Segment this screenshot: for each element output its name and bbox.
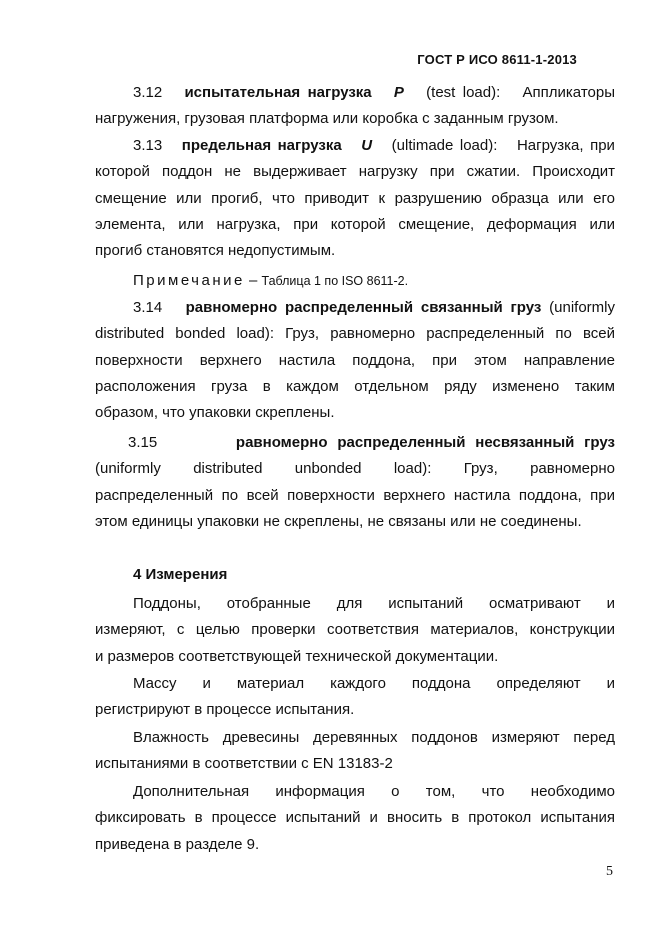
definition-3-12 [95,80,615,133]
term-english: (uniformly [549,299,615,316]
definition-line: (uniformly distributed unbonded load): Груз, равномерно [95,460,615,478]
page-number: 5 [606,864,613,879]
definition-3-14 [95,295,615,426]
definition-line: образом, что упаковки скреплены. [95,404,335,422]
definition-line [95,80,615,106]
term-symbol: P [393,84,404,101]
definition-line: элемента, или нагрузка, при которой смещение, деформация или [95,215,615,233]
definition-line [95,295,615,321]
definition-3-15 [95,430,615,535]
definition-line: distributed bonded load): Груз, равномерно распределенный по всей [95,325,615,343]
paragraph-line: испытаниями в соответствии с EN 13183-2 [95,755,393,773]
clause-number: 3.14 [133,299,163,316]
term: равномерно распределенный несвязанный груз [235,434,615,451]
section-4-paragraph-3 [95,725,615,778]
paragraph-line: Влажность древесины деревянных поддонов измеряют перед [133,729,615,746]
paragraph-line: и размеров соответствующей технической документации. [95,647,499,665]
definition-text: Нагрузка, при [516,137,615,154]
section-4-paragraph-4 [95,779,615,858]
paragraph-line: фиксировать в процессе испытаний и вносить в протокол испытания [95,809,615,827]
definition-3-13 [95,133,615,264]
section-4-paragraph-1 [95,591,615,670]
definition-line: которой поддон не выдерживает нагрузку при сжатии. Происходит [95,163,615,181]
paragraph-line: измеряют, с целью проверки соответствия материалов, конструкции [95,621,615,639]
definition-line: распределенный по всей поверхности верхнего настила поддона, при [95,486,615,504]
clause-number: 3.15 [128,434,158,451]
definition-line: поверхности верхнего настила поддона, при этом направление [95,351,615,369]
definition-text: Аппликаторы [522,84,615,101]
document-header: ГОСТ Р ИСО 8611-1-2013 [417,52,577,67]
note [95,268,615,294]
note-line [95,268,615,294]
term-symbol: U [361,137,373,154]
definition-line: нагружения, грузовая платформа или коробка с заданным грузом. [95,110,559,128]
term-english: (test load): [426,84,501,101]
section-title: 4 Измерения [133,566,228,583]
definition-line: расположения груза в каждом отдельном ряду изменено таким [95,377,615,395]
clause-number: 3.13 [133,137,163,154]
definition-line: прогиб становятся недопустимым. [95,242,336,260]
term: предельная нагрузка [181,137,342,154]
paragraph-line: регистрируют в процессе испытания. [95,701,355,719]
section-4-paragraph-2 [95,671,615,724]
paragraph-line: Дополнительная информация о том, что необходимо [133,783,615,800]
clause-number: 3.12 [133,84,163,101]
paragraph-line: Массу и материал каждого поддона определяют и [133,675,615,692]
definition-line [95,133,615,159]
note-label: Примечание [133,272,245,289]
paragraph-line: приведена в разделе 9. [95,835,260,853]
term-english: (ultimade load): [391,137,498,154]
definition-line [95,430,615,456]
paragraph-line: Поддоны, отобранные для испытаний осматривают и [133,595,615,612]
term: испытательная нагрузка [184,84,372,101]
term: равномерно распределенный связанный груз [185,299,542,316]
definition-line: этом единицы упаковки не скреплены, не связаны или не соединены. [95,512,582,530]
definition-line: смещение или прогиб, что приводит к разрушению образца или его [95,189,615,207]
note-dash: – [244,272,262,289]
note-text: Таблица 1 по ISO 8611-2. [261,274,409,288]
